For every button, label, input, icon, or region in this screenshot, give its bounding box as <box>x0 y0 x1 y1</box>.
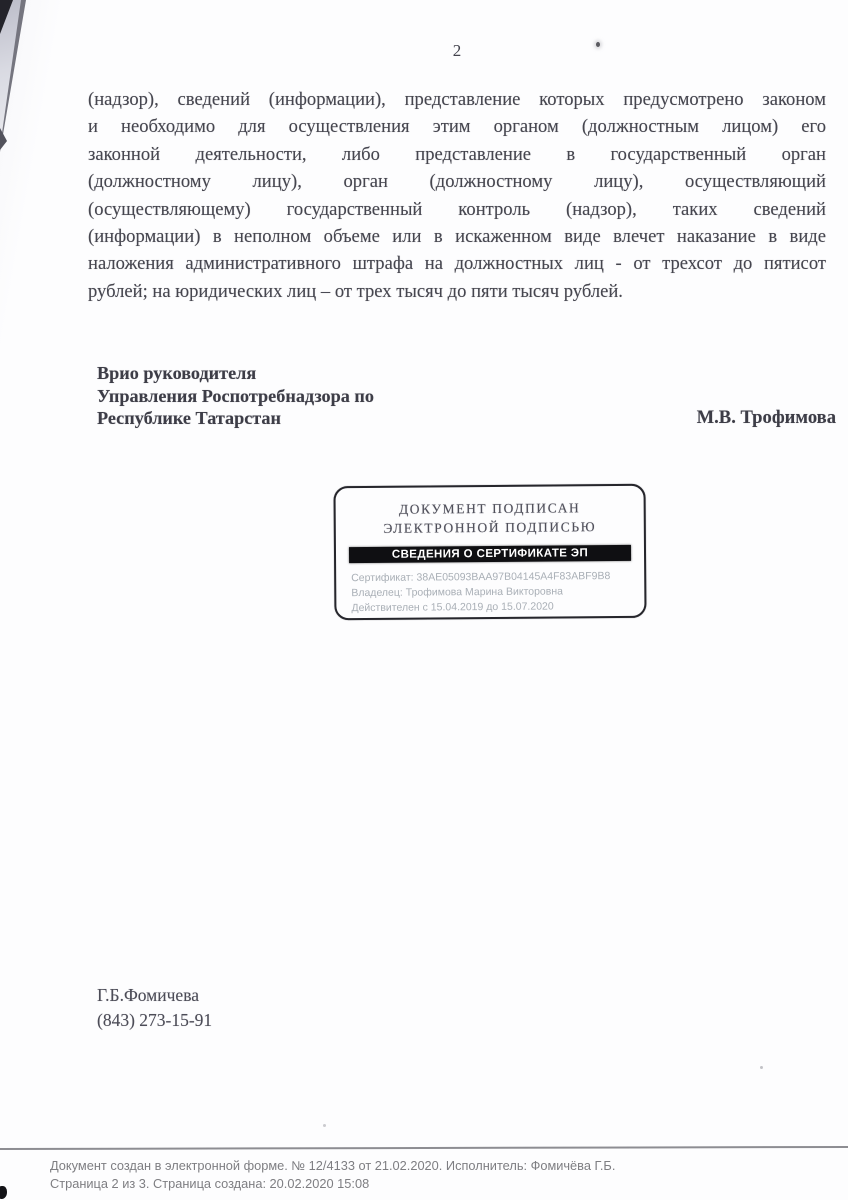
footer-divider <box>0 1146 848 1150</box>
executor-contact <box>97 983 212 1032</box>
signatory-position-line: Врио руководителя <box>97 363 257 383</box>
footer-note <box>50 1157 615 1192</box>
signatory-position-block <box>97 362 374 430</box>
body-line: наложения административного штрафа на должностных лиц - от трехсот до пятисот <box>88 253 826 275</box>
body-line: (осуществляющему) государственный контроль (надзор), таких сведений <box>88 198 826 220</box>
executor-phone: (843) 273-15-91 <box>97 1009 213 1030</box>
footer-note-line: Страница 2 из 3. Страница создана: 20.02.2020 15:08 <box>50 1175 370 1191</box>
body-line: рублей; на юридических лиц – от трех тысяч до пяти тысяч рублей. <box>88 280 623 302</box>
body-line: и необходимо для осуществления этим органом (должностным лицом) его <box>88 116 826 138</box>
body-paragraph <box>88 86 826 305</box>
signatory-position-line: Управления Роспотребнадзора по <box>97 385 374 406</box>
certificate-details <box>351 569 644 616</box>
certificate-detail-line: Действителен с 15.04.2019 до 15.07.2020 <box>351 600 554 615</box>
certificate-info-bar: СВЕДЕНИЯ О СЕРТИФИКАТЕ ЭП <box>349 545 631 563</box>
executor-name: Г.Б.Фомичева <box>97 985 199 1005</box>
body-line: (должностному лицу), орган (должностному лицу), осуществляющий <box>88 171 826 193</box>
scan-speck <box>323 1124 326 1127</box>
esign-stamp-title <box>336 498 644 538</box>
certificate-detail-line: Владелец: Трофимова Марина Викторовна <box>351 585 564 600</box>
page-number: 2 <box>452 41 462 60</box>
esign-stamp <box>333 484 646 620</box>
certificate-detail-line: Сертификат: 38AE05093BAA97B04145A4F83ABF9B8 <box>351 570 611 585</box>
esign-stamp-title-line2: ЭЛЕКТРОННОЙ ПОДПИСЬЮ <box>383 519 597 536</box>
footer-note-line: Документ создан в электронной форме. № 12/4133 от 21.02.2020. Исполнитель: Фомичёва Г.Б. <box>50 1158 616 1173</box>
scan-speck <box>760 1066 763 1069</box>
scan-blot-bottom-left <box>0 1186 7 1199</box>
esign-stamp-title-line1: ДОКУМЕНТ ПОДПИСАН <box>398 500 581 517</box>
body-line: (информации) в неполном объеме или в искаженном виде влечет наказание в виде <box>88 226 826 248</box>
body-line: законной деятельности, либо представление в государственный орган <box>88 143 826 165</box>
signatory-name: М.В. Трофимова <box>696 407 836 428</box>
signatory-position-line: Республике Татарстан <box>97 408 282 429</box>
body-line: (надзор), сведений (информации), представление которых предусмотрено законом <box>88 89 826 110</box>
